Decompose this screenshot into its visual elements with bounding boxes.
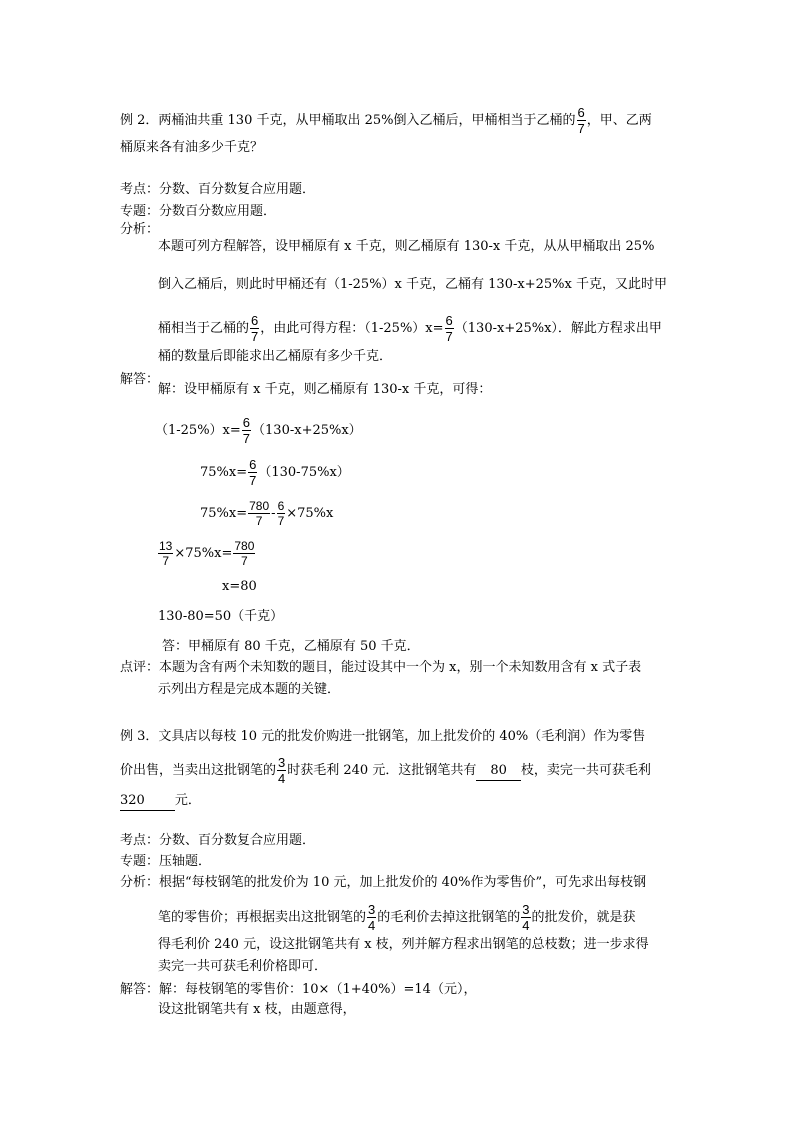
ex3-question-line3 [120,792,201,811]
eq2-left: 75%x= [200,465,248,480]
ex2-dianping [120,659,641,677]
kaodian-label: 考点： [120,833,160,848]
fenxi-line3-a: 桶相当于乙桶的 [158,321,250,336]
ex3-fenxi [120,874,646,892]
equation-4 [157,540,256,567]
eq3-right: ×75%x [286,506,334,521]
ex3-question-line2 [120,756,651,785]
answer-blank-count[interactable]: 80 [476,762,521,781]
ex3-jieda [120,981,476,999]
ex3-zhuanti [120,853,211,871]
zhuanti-text: 分数百分数应用题． [159,204,277,219]
equation-1 [155,416,362,445]
ex3-jieda-line2: 设这批钢笔共有 x 枝，由题意得， [158,1002,356,1017]
ex2-fenxi-label: 分析： [120,222,160,237]
fraction-six-sevenths: $\frac{6}{7}$ [251,313,259,344]
dianping-label: 点评： [120,660,160,675]
eq1-right: （130-x+25%x） [252,423,362,438]
ex3-fenxi-line2 [158,903,636,932]
equation-3 [200,500,333,527]
ex3-f2-c: 的批发价，就是获 [531,910,636,925]
fraction-six-sevenths: $\frac{6}{7}$ [249,457,257,488]
fraction-six-sevenths: $\frac{6}{7}$ [577,105,585,136]
ex3-q2-c: 枝，卖完一共可获毛利 [520,763,651,778]
ex2-question-text-b: ，甲、乙两 [586,113,652,128]
ex3-q2-b: 时获毛利 240 元．这批钢笔共有 [287,763,477,778]
kaodian-label: 考点： [120,182,160,197]
ex2-answer: 答：甲桶原有 80 千克，乙桶原有 50 千克． [162,639,420,654]
fraction-13-sevenths: $\frac{13}{7}$ [159,539,173,568]
fenxi-label: 分析： [120,875,160,890]
fenxi-line3-c: （130-x+25%x）．解此方程求出甲 [454,321,662,336]
ex2-jieda-label: 解答： [120,372,160,387]
fraction-six-sevenths: $\frac{6}{7}$ [277,499,285,528]
ex2-fenxi-line2: 倒入乙桶后，则此时甲桶还有（1-25%）x 千克，乙桶有 130-x+25%x 千克，又此时甲 [158,277,667,292]
ex2-question-text-a: 例 2．两桶油共重 130 千克，从甲桶取出 25%倒入乙桶后，甲桶相当于乙桶的 [120,113,576,128]
zhuanti-label: 专题： [120,854,160,869]
dianping-line1: 本题为含有两个未知数的题目，能过设其中一个为 x，别一个未知数用含有 x 式子表 [159,660,642,675]
ex3-f2-b: 的毛利价去掉这批钢笔的 [377,910,521,925]
ex3-kaodian [120,832,315,850]
ex3-q2-a: 价出售，当卖出这批钢笔的 [120,763,277,778]
ex2-dianping-line2: 示列出方程是完成本题的关键． [158,682,341,697]
fenxi-line1: 根据“每枝钢笔的批发价为 10 元，加上批发价的 40%作为零售价”，可先求出每枝钢 [159,875,647,890]
ex2-question-line2: 桶原来各有油多少千克？ [120,140,264,155]
answer-blank-profit[interactable]: 320 [120,792,175,811]
ex3-fenxi-line3: 得毛利价 240 元，设这批钢笔共有 x 枝，列并解方程求出钢笔的总枝数；进一步求得 [158,937,649,952]
equation-5: x=80 [222,579,257,594]
jieda-label: 解答： [120,982,160,997]
eq1-left: （1-25%）x= [155,423,241,438]
equation-2 [200,458,350,487]
fraction-six-sevenths: $\frac{6}{7}$ [242,415,251,446]
fenxi-line3-b: ，由此可得方程：（1-25%）x= [260,321,444,336]
ex2-zhuanti [120,203,276,221]
ex2-kaodian [120,181,315,199]
jieda-line1: 解：每枝钢笔的零售价：10×（1+40%）=14（元）， [159,982,477,997]
ex3-question-line1: 例 3．文具店以每枝 10 元的批发价购进一批钢笔，加上批发价的 40%（毛利润）作为零售 [120,729,646,744]
ex3-f2-a: 笔的零售价；再根据卖出这批钢笔的 [158,910,367,925]
fraction-three-quarters: $\frac{3}{4}$ [522,902,530,933]
ex2-fenxi-line4: 桶的数量后即能求出乙桶原有多少千克． [158,349,393,364]
ex2-fenxi-line3 [158,314,662,343]
fraction-780-sevenths: $\frac{780}{7}$ [234,539,255,568]
kaodian-text: 分数、百分数复合应用题． [159,833,316,848]
ex3-fenxi-line4: 卖完一共可获毛利价格即可． [158,959,328,974]
ex2-question-line1 [120,106,652,135]
eq3-left: 75%x= [200,506,248,521]
eq2-right: （130-75%x） [258,465,350,480]
ex2-jieda-line1: 解：设甲桶原有 x 千克，则乙桶原有 130-x 千克，可得： [158,382,492,397]
equation-6: 130-80=50（千克） [158,609,284,624]
ex2-fenxi-line1: 本题可列方程解答，设甲桶原有 x 千克，则乙桶原有 130-x 千克，从从甲桶取出 25% [158,239,655,254]
kaodian-text: 分数、百分数复合应用题． [159,182,316,197]
zhuanti-label: 专题： [120,204,160,219]
ex3-q3: 元． [174,793,201,808]
eq4-middle: ×75%x= [174,546,233,561]
fraction-three-quarters: $\frac{3}{4}$ [368,902,376,933]
fraction-three-quarters: $\frac{3}{4}$ [278,755,286,786]
fraction-780-sevenths: $\frac{780}{7}$ [249,499,270,528]
fraction-six-sevenths: $\frac{6}{7}$ [445,313,453,344]
zhuanti-text: 压轴题． [159,854,212,869]
eq3-minus: - [271,506,276,521]
